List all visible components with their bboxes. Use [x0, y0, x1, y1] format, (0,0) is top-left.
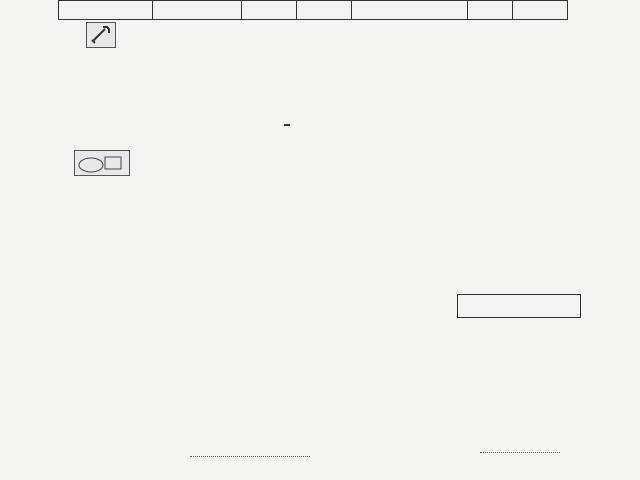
wrench-icon — [86, 22, 116, 48]
vehicle-model — [153, 1, 242, 20]
total-hours — [284, 124, 290, 126]
signature-right-line — [480, 452, 560, 453]
vehicle-code — [59, 1, 153, 20]
car-parts-icon — [74, 150, 130, 176]
signature-left-line — [190, 456, 310, 457]
vehicle-trans — [296, 1, 351, 20]
vehicle-vin — [352, 1, 468, 20]
grand-boxed-total — [457, 294, 581, 318]
vehicle-engine — [241, 1, 296, 20]
vehicle-row — [58, 0, 568, 20]
vehicle-mileage — [512, 1, 567, 20]
vehicle-year — [468, 1, 512, 20]
